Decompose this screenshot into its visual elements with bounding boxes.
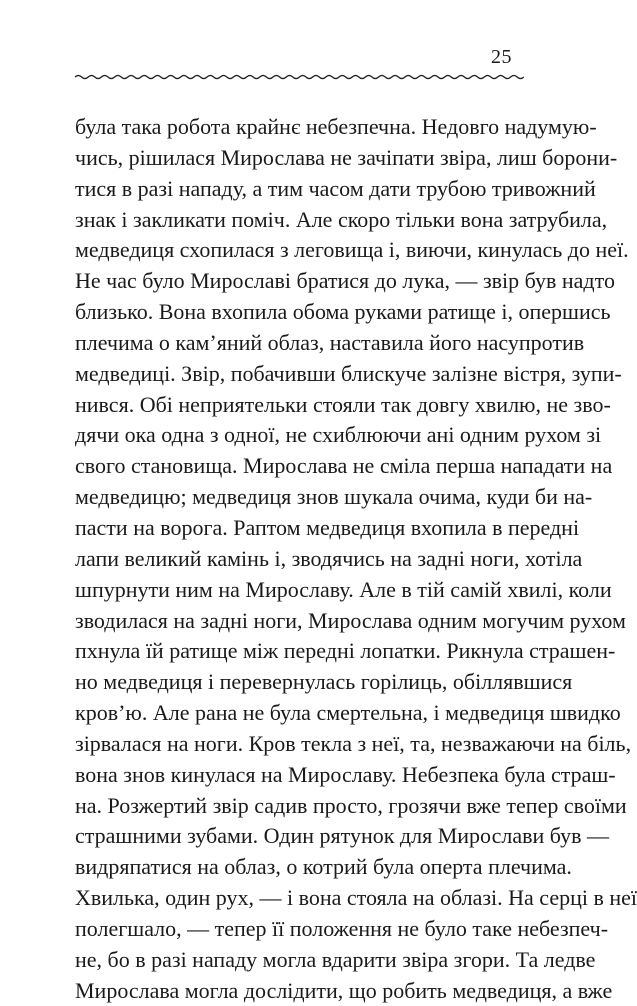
- text-line: дячи ока одна з одної, не схиблюючи ані одним рухом зі: [75, 422, 602, 448]
- text-line: близько. Вона вхопила обома руками ратище і, опершись: [75, 299, 611, 325]
- text-line: вона знов кинулася на Мирославу. Небезпека була страш-: [75, 761, 616, 787]
- text-line: но медведиця і перевернулась горілиць, обіллявшися: [75, 669, 573, 695]
- text-line: плечима о кам’яний облаз, наставила його насупротив: [75, 329, 585, 355]
- text-line: була така робота крайнє небезпечна. Недовго надумую-: [75, 114, 597, 139]
- text-line: свого становища. Мирослава не сміла перша нападати на: [75, 453, 613, 479]
- wavy-divider: [75, 70, 515, 84]
- text-line: нився. Обі неприятельки стояли так довгу хвилю, не зво-: [75, 391, 611, 417]
- text-line: лапи великий камінь і, зводячись на задні ноги, хотіла: [75, 545, 583, 571]
- text-line: кров’ю. Але рана не була смертельна, і медведиця швидко: [75, 700, 621, 726]
- text-line: знак і закликати поміч. Але скоро тільки вона затрубила,: [75, 206, 608, 232]
- text-line: пхнула їй ратище між передні лопатки. Рикнула страшен-: [75, 638, 616, 664]
- text-line: медведиця схопилася з леговища і, виючи, кинулась до неї.: [75, 237, 629, 263]
- text-line: страшними зубами. Один рятунок для Мирослави був —: [75, 823, 610, 849]
- text-line: медведицю; медведиця знов шукала очима, куди би на-: [75, 484, 593, 510]
- text-line: видряпатися на облаз, о котрий була оперта плечима.: [75, 854, 572, 880]
- text-line: зводилася на задні ноги, Мирослава одним могучим рухом: [75, 607, 626, 633]
- text-line: медведиці. Звір, побачивши блискуче залізне вістря, зупи-: [75, 360, 622, 386]
- page-number: 25: [491, 46, 512, 68]
- text-line: Мирослава могла дослідити, що робить медведиця, а вже: [75, 977, 613, 1003]
- text-line: чись, рішилася Мирослава не зачіпати звіра, лиш борони-: [75, 144, 618, 170]
- text-line: шпурнути ним на Мирославу. Але в тій самій хвилі, коли: [75, 576, 612, 602]
- text-line: полегшало, — тепер її положення не було таке небезпеч-: [75, 915, 609, 941]
- text-line: не, бо в разі нападу могла вдарити звіра згори. Та ледве: [75, 946, 596, 972]
- text-line: Не час було Мирославі братися до лука, — звір був надто: [75, 268, 615, 294]
- text-line: на. Розжертий звір садив просто, грозячи вже тепер своїми: [75, 792, 627, 818]
- text-line: Хвилька, один рух, — і вона стояла на облазі. На серці в неї: [75, 885, 637, 911]
- body-text: [75, 112, 637, 1006]
- text-line: зірвалася на ноги. Кров текла з неї, та, незважаючи на біль,: [75, 730, 632, 756]
- text-line: тися в разі нападу, а тим часом дати трубою тривожний: [75, 175, 596, 201]
- text-line: пасти на ворога. Раптом медведиця вхопила в передні: [75, 514, 580, 540]
